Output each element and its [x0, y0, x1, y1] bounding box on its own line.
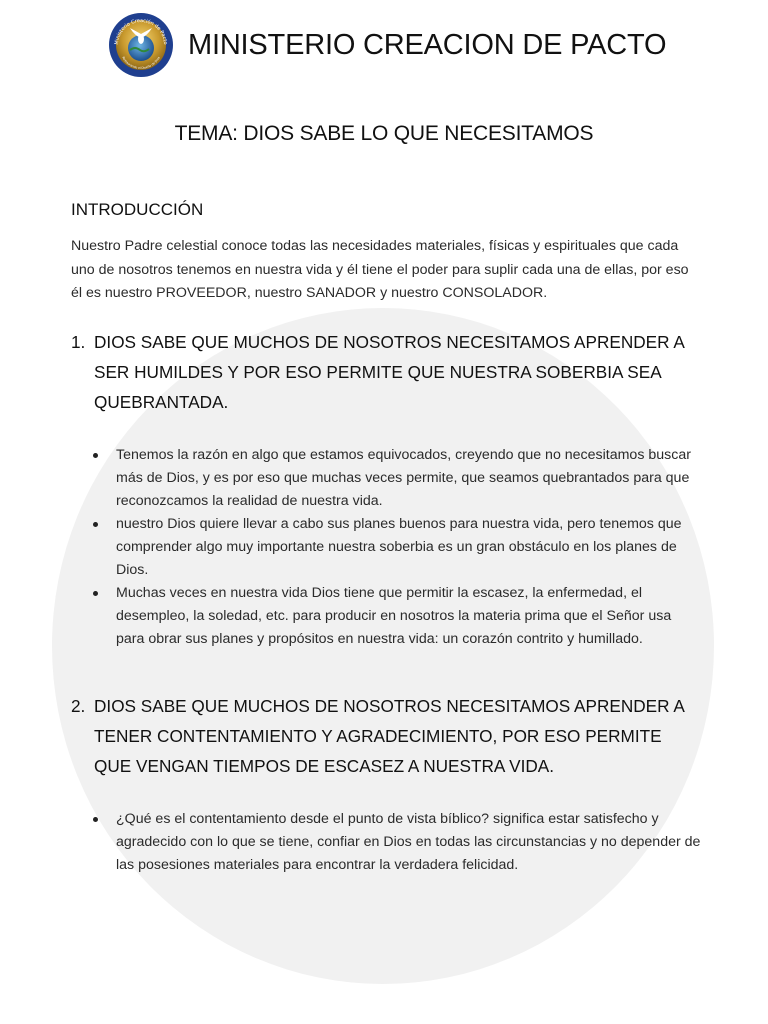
- bullet-icon: [93, 817, 98, 822]
- bullet-list: [71, 444, 701, 651]
- list-item-text: nuestro Dios quiere llevar a cabo sus planes buenos para nuestra vida, pero tenemos que comprender algo muy importante nuestra soberbia es un gran obstáculo en los planes de Dios.: [116, 516, 682, 578]
- intro-paragraph: Nuestro Padre celestial conoce todas las necesidades materiales, físicas y espirituales que cada uno de nosotros tenemos en nuestra vida y él tiene el poder para suplir cada una de ellas, por eso él es nuestro PROVEEDOR, nuestro SANADOR y nuestro CONSOLADOR.: [71, 238, 689, 301]
- list-item-text: ¿Qué es el contentamiento desde el punto de vista bíblico? significa estar satisfecho y agradecido con lo que se tiene, confiar en Dios en todas las circunstancias y no depender de las posesiones materiales para encontrar la verdadera felicidad.: [116, 811, 701, 873]
- section-heading: [71, 691, 701, 781]
- dove-globe-icon: [108, 12, 174, 78]
- ministry-logo: [108, 12, 174, 78]
- section-2: [71, 691, 701, 877]
- section-heading-text: DIOS SABE QUE MUCHOS DE NOSOTROS NECESITAMOS APRENDER A SER HUMILDES Y POR ESO PERMITE QUE NUESTRA SOBERBIA SEA QUEBRANTADA.: [94, 332, 684, 412]
- page-title: TEMA: DIOS SABE LO QUE NECESITAMOS: [174, 122, 594, 145]
- bullet-icon: [93, 591, 98, 596]
- section-number: 1.: [71, 332, 86, 352]
- organization-name: MINISTERIO CREACION DE PACTO: [188, 28, 667, 61]
- section-1: [71, 327, 701, 651]
- list-item-text: Muchas veces en nuestra vida Dios tiene que permitir la escasez, la enfermedad, el desempleo, la soledad, etc. para producir en nosotros la materia prima que el Señor usa para obrar sus planes y propósitos en nuestra vida: un corazón contrito y humillado.: [116, 585, 672, 647]
- logo-text-top: Ministerio Creación de Pacto: [113, 17, 169, 45]
- list-item: [71, 582, 701, 651]
- section-heading-text: DIOS SABE QUE MUCHOS DE NOSOTROS NECESITAMOS APRENDER A TENER CONTENTAMIENTO Y AGRADECIMIENTO, POR ESO PERMITE QUE VENGAN TIEMPOS DE ESCASEZ A NUESTRA VIDA.: [94, 696, 684, 776]
- bullet-icon: [93, 453, 98, 458]
- logo-text-bottom: Restaurando el Diseño de Dios: [121, 55, 161, 71]
- intro-heading: INTRODUCCIÓN: [71, 200, 204, 219]
- list-item-text: Tenemos la razón en algo que estamos equivocados, creyendo que no necesitamos buscar más de Dios, y es por eso que muchas veces permite, que seamos quebrantados para que reconozcamos la realidad de nuestra vida.: [116, 447, 691, 509]
- header: [108, 12, 666, 78]
- bullet-icon: [93, 522, 98, 527]
- section-number: 2.: [71, 696, 86, 716]
- list-item: [71, 444, 701, 513]
- list-item: [71, 808, 701, 877]
- section-heading: [71, 327, 701, 417]
- list-item: [71, 513, 701, 582]
- bullet-list: [71, 808, 701, 877]
